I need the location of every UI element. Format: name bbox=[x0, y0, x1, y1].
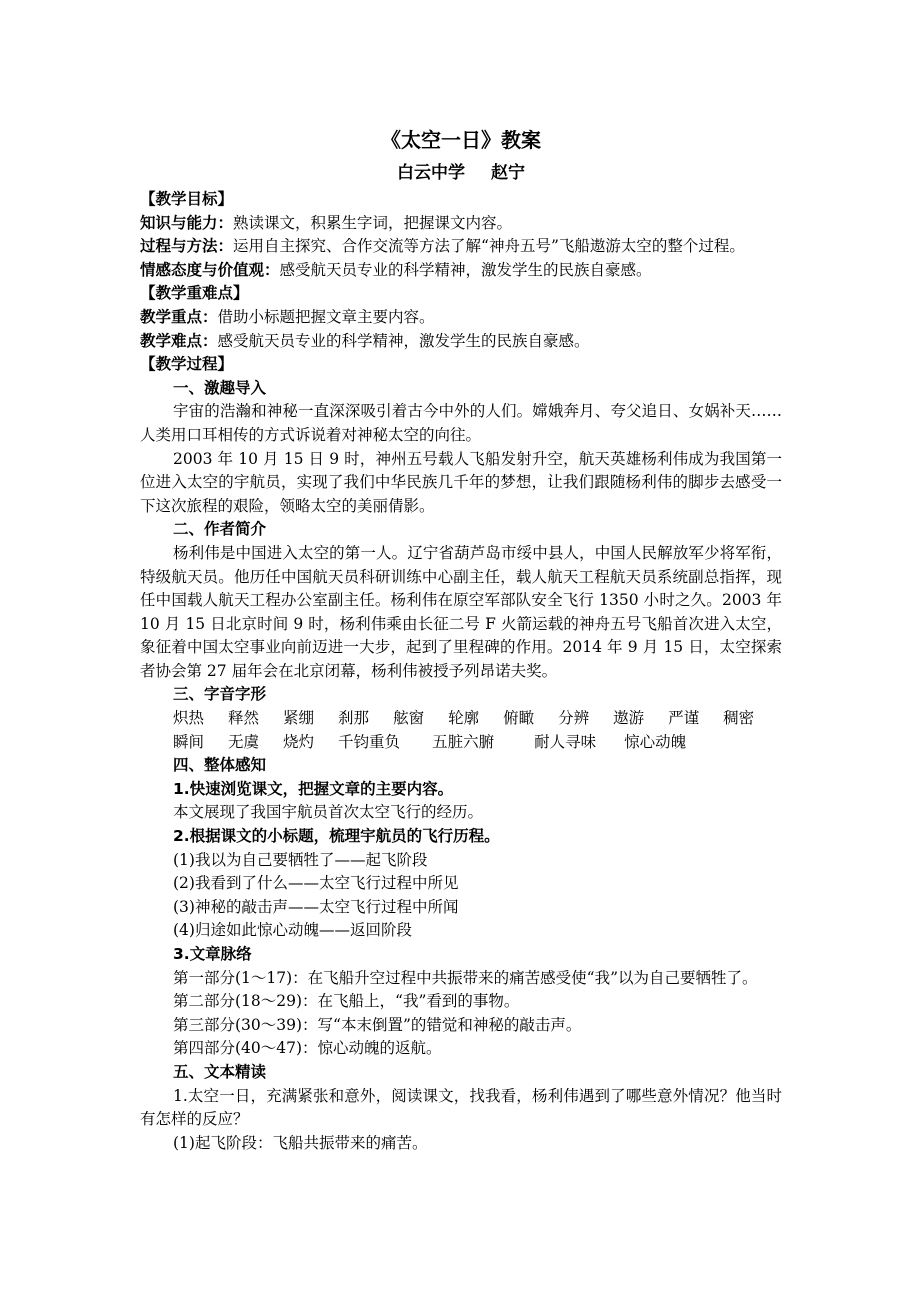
question: 2.根据课文的小标题，梳理宇航员的飞行历程。 bbox=[173, 827, 500, 846]
process-heading: 【教学过程】 bbox=[140, 355, 234, 374]
school-name: 白云中学 bbox=[397, 163, 465, 183]
question: 1.快速浏览课文，把握文章的主要内容。 bbox=[173, 779, 454, 798]
section-heading: 二、作者简介 bbox=[173, 520, 267, 539]
list-item: 第一部分(1～17)：在飞船升空过程中共振带来的痛苦感受使“我”以为自己要牺牲了。 bbox=[173, 968, 758, 987]
paragraph: 1.太空一日，充满紧张和意外，阅读课文，找我看，杨利伟遇到了哪些意外情况？他当时有怎样的反应？ bbox=[140, 1086, 782, 1129]
goal-process bbox=[140, 235, 782, 259]
document-subtitle bbox=[140, 158, 782, 188]
key-difficulty bbox=[140, 330, 782, 354]
goal-emotion-label: 情感态度与价值观： bbox=[140, 260, 280, 279]
vocab-word: 分辨 bbox=[558, 709, 590, 728]
vocab-word: 瞬间 bbox=[173, 732, 205, 751]
paragraph: 杨利伟是中国进入太空的第一人。辽宁省葫芦岛市绥中县人，中国人民解放军少将军衔，特级航天员。他历任中国航天员科研训练中心副主任，载人航天工程航天员系统副总指挥，现任中国载人航天工程办公室副主任。杨利伟在原空军部队安全飞行 1350 小时之久。2003 年 10 月 15 日北京时间 9 时，杨利伟乘由长征二号 F 火箭运载的神舟五号飞船首次进入太空，象征着中国太空事业向前迈进一大步，起到了里程碑的作用。2014 年 9 月 15 日，太空探索者协会第 27 届年会在北京闭幕，杨利伟被授予列昂诺夫奖。 bbox=[140, 543, 782, 680]
goal-emotion-text: 感受航天员专业的科学精神，激发学生的民族自豪感。 bbox=[279, 260, 652, 279]
key-difficulty-text: 感受航天员专业的科学精神，激发学生的民族自豪感。 bbox=[217, 331, 590, 350]
vocab-row-2 bbox=[140, 731, 782, 755]
vocab-word: 刹那 bbox=[338, 709, 370, 728]
vocab-word: 耐人寻味 bbox=[534, 732, 597, 751]
vocab-row-1 bbox=[140, 707, 782, 731]
list-item: (2)我看到了什么——太空飞行过程中所见 bbox=[173, 874, 459, 893]
vocab-word: 稠密 bbox=[723, 709, 755, 728]
vocab-word: 释然 bbox=[228, 709, 260, 728]
vocab-word: 烧灼 bbox=[283, 732, 315, 751]
vocab-word: 五脏六腑 bbox=[432, 732, 495, 751]
goal-knowledge-label: 知识与能力： bbox=[140, 213, 234, 232]
vocab-word: 舷窗 bbox=[393, 709, 425, 728]
vocab-word: 千钧重负 bbox=[338, 732, 401, 751]
section-heading: 五、文本精读 bbox=[173, 1062, 267, 1081]
vocab-word: 遨游 bbox=[613, 709, 645, 728]
answer: 本文展现了我国宇航员首次太空飞行的经历。 bbox=[173, 803, 484, 822]
vocab-word: 炽热 bbox=[173, 709, 205, 728]
document-title: 《太空一日》教案 bbox=[381, 128, 541, 152]
goals-heading: 【教学目标】 bbox=[140, 190, 234, 208]
list-item: (1)起飞阶段：飞船共振带来的痛苦。 bbox=[173, 1133, 428, 1152]
section-heading: 三、字音字形 bbox=[173, 685, 267, 704]
list-item: 第三部分(30～39)：写“本末倒置”的错觉和神秘的敲击声。 bbox=[173, 1015, 582, 1034]
author-name: 赵宁 bbox=[491, 163, 525, 183]
vocab-word: 轮廓 bbox=[448, 709, 480, 728]
list-item: (3)神秘的敲击声——太空飞行过程中所闻 bbox=[173, 897, 459, 916]
goal-knowledge-text: 熟读课文，积累生字词，把握课文内容。 bbox=[233, 213, 513, 232]
key-difficulty-label: 教学难点： bbox=[140, 331, 218, 350]
vocab-word: 紧绷 bbox=[283, 709, 315, 728]
list-item: (4)归途如此惊心动魄——返回阶段 bbox=[173, 921, 412, 940]
question: 3.文章脉络 bbox=[173, 945, 252, 963]
key-focus-text: 借助小标题把握文章主要内容。 bbox=[217, 307, 435, 326]
document-page bbox=[140, 124, 782, 1155]
vocab-word: 无虞 bbox=[228, 732, 260, 751]
list-item: 第二部分(18～29)：在飞船上，“我”看到的事物。 bbox=[173, 992, 520, 1011]
vocab-word: 惊心动魄 bbox=[624, 732, 687, 751]
goal-knowledge bbox=[140, 212, 782, 236]
vocab-word: 严谨 bbox=[668, 709, 700, 728]
section-heading: 四、整体感知 bbox=[173, 756, 267, 775]
key-focus-label: 教学重点： bbox=[140, 307, 218, 326]
key-focus bbox=[140, 306, 782, 330]
paragraph: 宇宙的浩瀚和神秘一直深深吸引着古今中外的人们。嫦娥奔月、夸父追日、女娲补天……人类用口耳相传的方式诉说着对神秘太空的向往。 bbox=[140, 402, 782, 444]
goal-process-text: 运用自主探究、合作交流等方法了解“神舟五号”飞船遨游太空的整个过程。 bbox=[233, 237, 745, 256]
list-item: (1)我以为自己要牺牲了——起飞阶段 bbox=[173, 850, 428, 869]
list-item: 第四部分(40～47)：惊心动魄的返航。 bbox=[173, 1039, 442, 1058]
goal-emotion bbox=[140, 259, 782, 283]
goal-process-label: 过程与方法： bbox=[140, 237, 234, 256]
vocab-word: 俯瞰 bbox=[503, 709, 535, 728]
key-points-heading: 【教学重难点】 bbox=[140, 284, 249, 303]
section-heading: 一、激趣导入 bbox=[173, 378, 267, 397]
paragraph: 2003 年 10 月 15 日 9 时，神州五号载人飞船发射升空，航天英雄杨利伟成为我国第一位进入太空的宇航员，实现了我们中华民族几千年的梦想，让我们跟随杨利伟的脚步去感受一下这次旅程的艰险，领略太空的美丽倩影。 bbox=[140, 449, 782, 515]
